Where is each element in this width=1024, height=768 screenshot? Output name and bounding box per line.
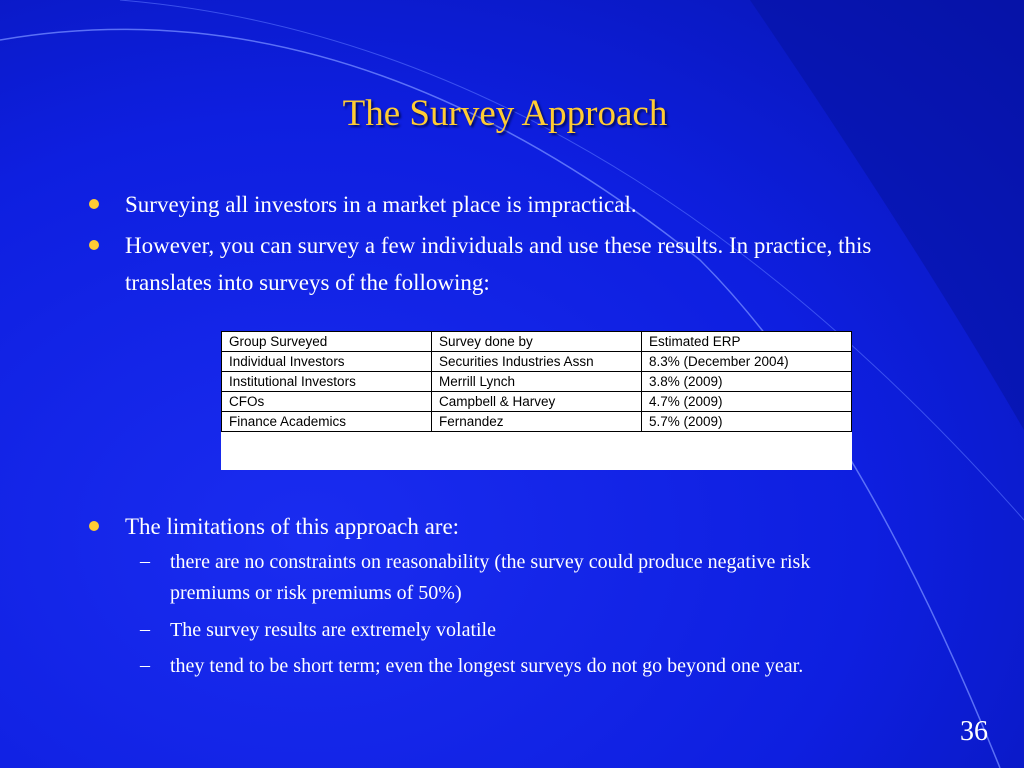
slide-title: The Survey Approach (342, 93, 668, 134)
bullet-item: However, you can survey a few individuals and use these results. In practice, this translates into surveys of the following: (125, 233, 872, 295)
table-header-cell: Group Surveyed (222, 332, 432, 352)
page-number: 36 (960, 716, 988, 747)
table-cell: Individual Investors (222, 352, 432, 372)
sub-bullet-item: there are no constraints on reasonability (the survey could produce negative risk premiums or risk premiums of 50%) (170, 551, 811, 604)
bullet-dot-icon (89, 521, 99, 531)
table-cell: 8.3% (December 2004) (642, 352, 852, 372)
table-cell: Institutional Investors (222, 372, 432, 392)
sub-bullet-dash: – (140, 654, 150, 676)
table-cell: 4.7% (2009) (642, 392, 852, 412)
erp-survey-table-container (221, 331, 852, 470)
table-header-cell: Survey done by (432, 332, 642, 352)
table-cell: Finance Academics (222, 412, 432, 432)
sub-bullet-dash: – (140, 550, 150, 572)
erp-survey-table (221, 331, 852, 432)
table-cell: CFOs (222, 392, 432, 412)
bullet-item: Surveying all investors in a market place is impractical. (125, 192, 637, 217)
table-cell: 3.8% (2009) (642, 372, 852, 392)
table-cell: Fernandez (432, 412, 642, 432)
sub-bullet-item: they tend to be short term; even the longest surveys do not go beyond one year. (170, 655, 804, 677)
bullet-item: The limitations of this approach are: (125, 514, 460, 539)
bullet-dot-icon (89, 240, 99, 250)
sub-bullet-dash: – (140, 618, 150, 640)
table-header-row (222, 332, 852, 352)
bullet-dot-icon (89, 199, 99, 209)
table-row (222, 412, 852, 432)
sub-bullet-item: The survey results are extremely volatile (170, 619, 496, 641)
table-cell: Campbell & Harvey (432, 392, 642, 412)
table-row (222, 372, 852, 392)
table-cell: 5.7% (2009) (642, 412, 852, 432)
table-cell: Securities Industries Assn (432, 352, 642, 372)
table-row (222, 352, 852, 372)
table-header-cell: Estimated ERP (642, 332, 852, 352)
table-cell: Merrill Lynch (432, 372, 642, 392)
table-row (222, 392, 852, 412)
